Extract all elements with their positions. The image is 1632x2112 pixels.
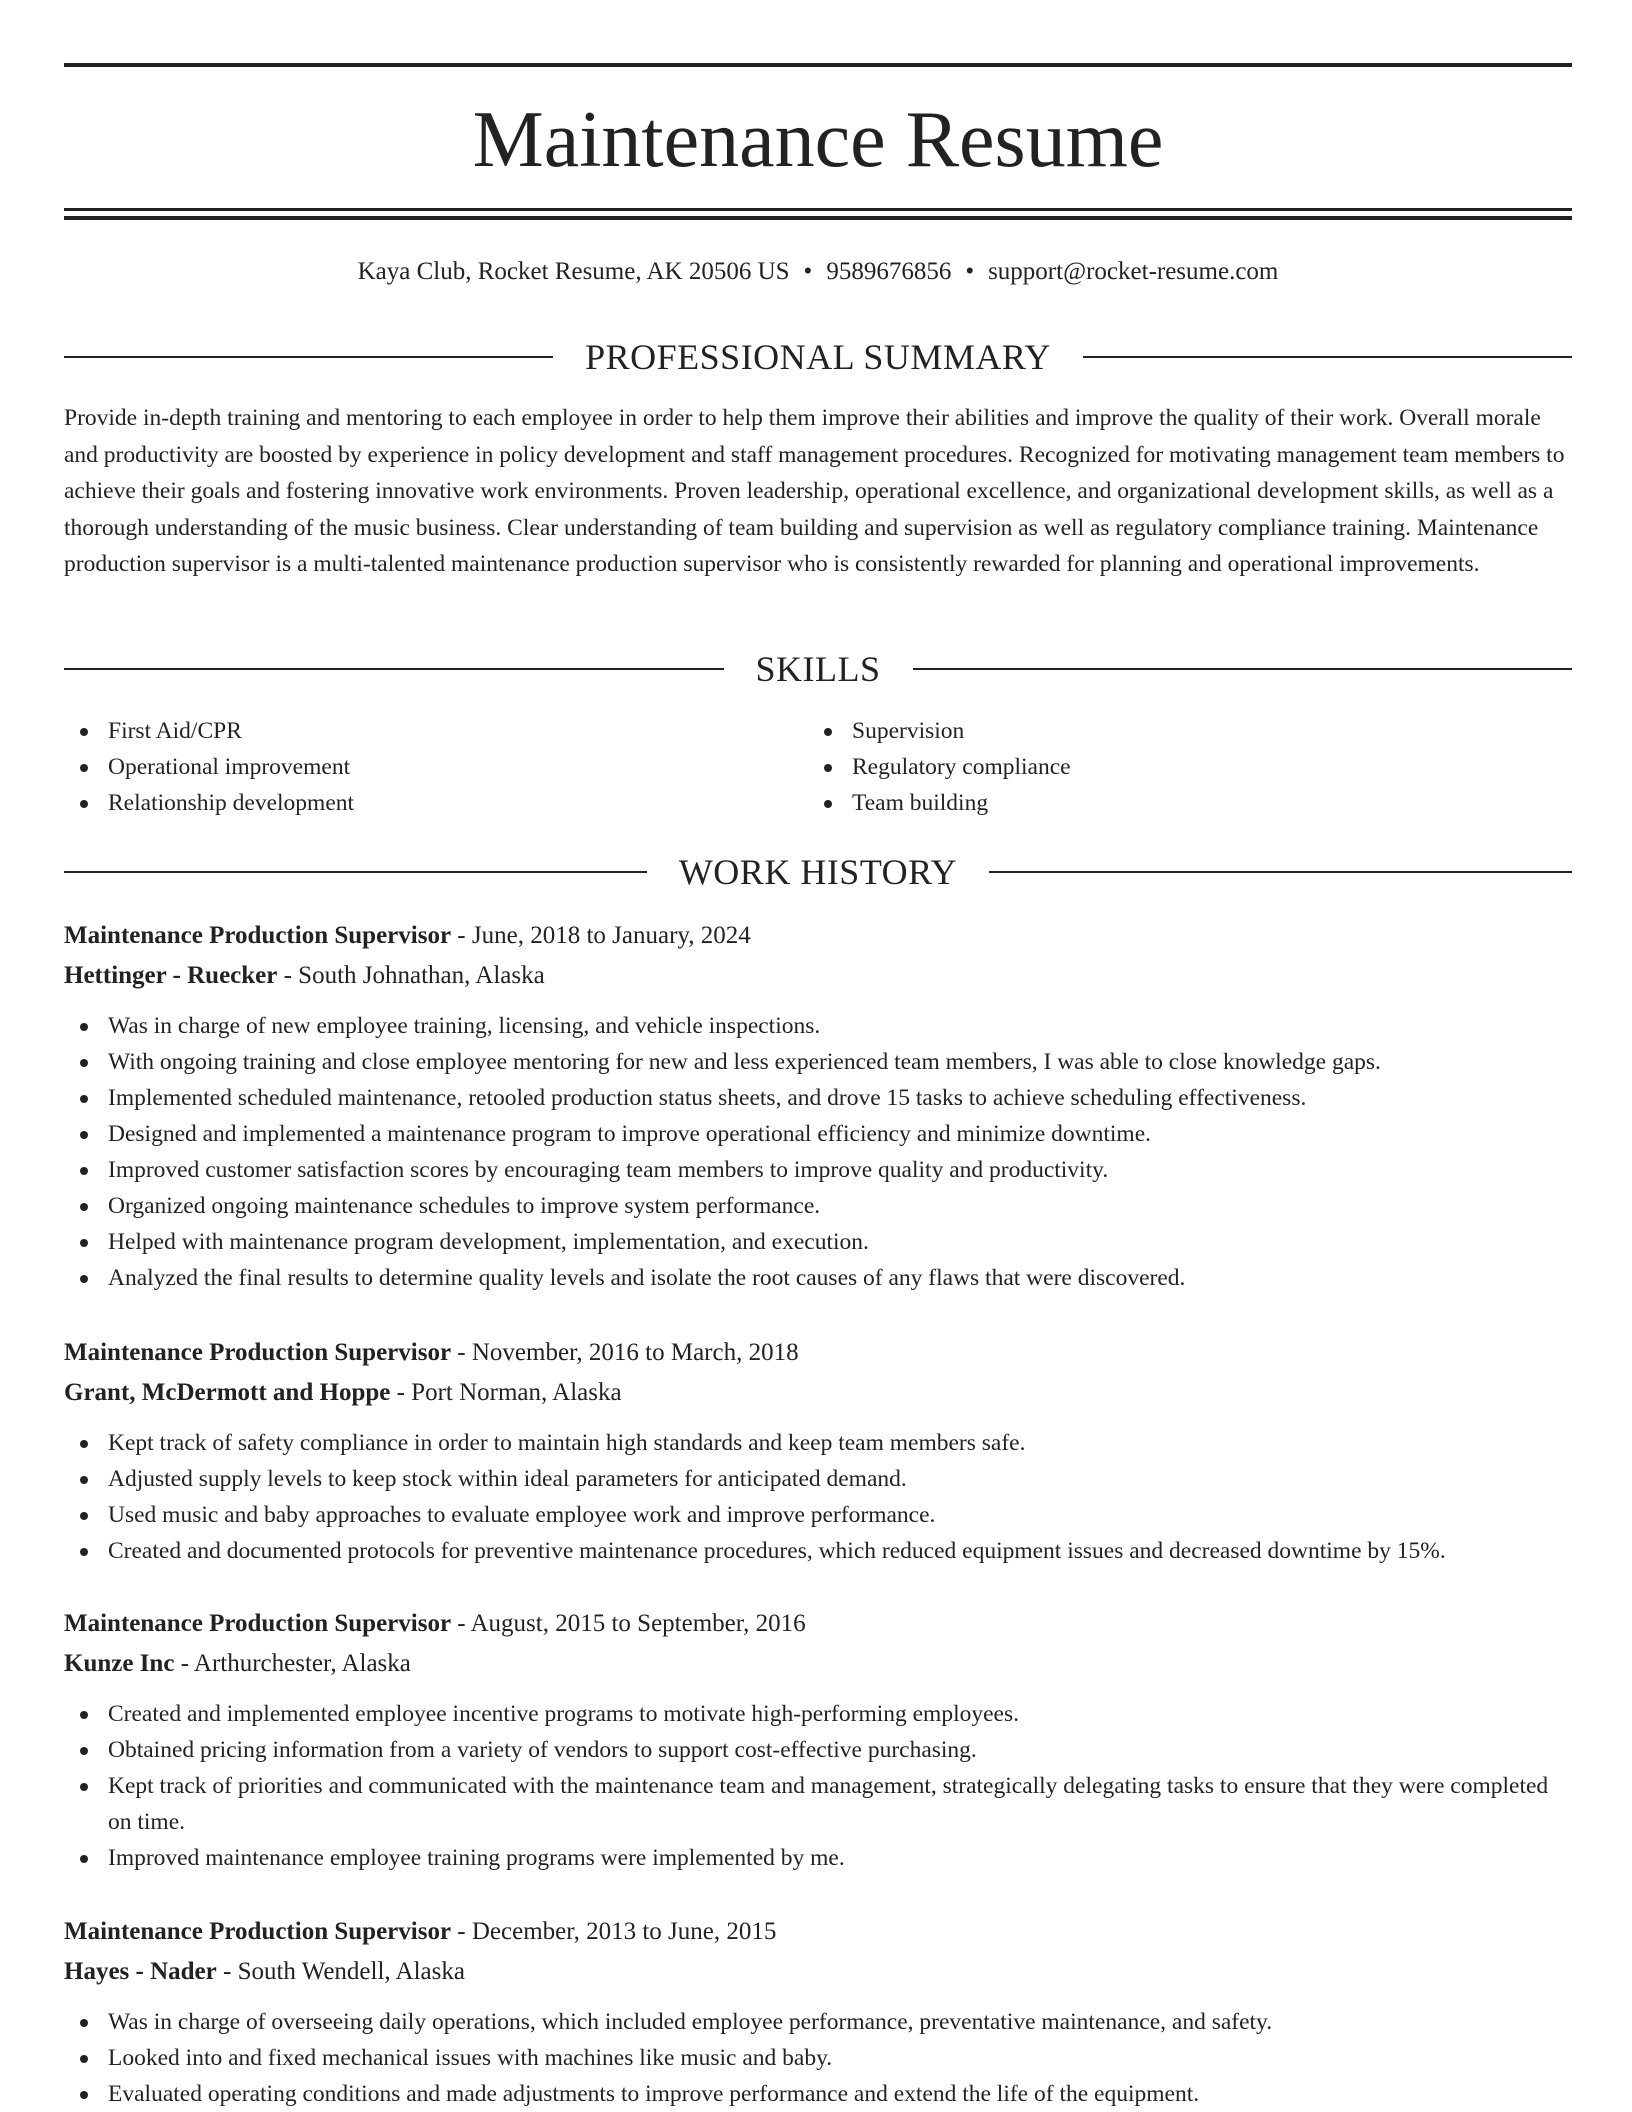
job-company: Hayes - Nader (64, 1958, 217, 1985)
list-item: Improved customer satisfaction scores by encouraging team members to improve quality and productivity. (64, 1152, 1572, 1188)
list-item: Helped with maintenance program development, implementation, and execution. (64, 1224, 1572, 1260)
skill-item: Team building (808, 785, 1071, 821)
job-title: Maintenance Production Supervisor (64, 922, 452, 949)
job-dates: - December, 2013 to June, 2015 (451, 1918, 777, 1945)
job-entry (64, 1604, 1572, 1876)
skills-list-right (808, 713, 1071, 821)
list-item: Was in charge of overseeing daily operations, which included employee performance, preventative maintenance, and safety. (64, 2004, 1572, 2040)
job-dates: - August, 2015 to September, 2016 (451, 1610, 806, 1637)
contact-separator: • (965, 258, 975, 285)
job-dates: - June, 2018 to January, 2024 (451, 922, 751, 949)
skill-item: Supervision (808, 713, 1071, 749)
job-company: Hettinger - Ruecker (64, 962, 278, 989)
summary-heading-label: PROFESSIONAL SUMMARY (585, 337, 1051, 377)
job-title-line (64, 1912, 1572, 1952)
job-bullets (64, 1696, 1572, 1876)
job-entry (64, 1912, 1572, 2112)
work-heading-label: WORK HISTORY (678, 852, 958, 892)
list-item: Created and documented protocols for preventive maintenance procedures, which reduced equipment issues and decreased downtime by 15%. (64, 1533, 1572, 1569)
heading-rule-left (64, 871, 647, 873)
list-item: Obtained pricing information from a variety of vendors to support cost-effective purchasing. (64, 1732, 1572, 1768)
title-rule-lower (64, 216, 1572, 220)
job-title-line (64, 1333, 1572, 1373)
job-company: Grant, McDermott and Hoppe (64, 1379, 391, 1406)
page-title: Maintenance Resume (472, 96, 1164, 184)
skill-item: First Aid/CPR (64, 713, 354, 749)
job-entry (64, 1333, 1572, 1569)
job-bullets (64, 1008, 1572, 1296)
skills-heading (64, 645, 1572, 693)
job-bullets (64, 1425, 1572, 1569)
contact-email: support@rocket-resume.com (988, 258, 1279, 285)
list-item: Looked into and fixed mechanical issues with machines like music and baby. (64, 2040, 1572, 2076)
job-dates: - November, 2016 to March, 2018 (451, 1339, 799, 1366)
job-company-line (64, 1952, 1572, 1992)
list-item: Created and implemented employee incentive programs to motivate high-performing employees. (64, 1696, 1572, 1732)
heading-rule-left (64, 668, 724, 670)
list-item: Improved maintenance employee training programs were implemented by me. (64, 1840, 1572, 1876)
list-item: Kept track of priorities and communicated with the maintenance team and management, strategically delegating tasks to ensure that they were completed on time. (64, 1768, 1572, 1840)
job-bullets (64, 2004, 1572, 2112)
heading-rule-left (64, 356, 553, 358)
top-rule (64, 63, 1572, 67)
job-location: - Arthurchester, Alaska (174, 1650, 411, 1677)
job-entry (64, 916, 1572, 1296)
list-item: Used music and baby approaches to evaluate employee work and improve performance. (64, 1497, 1572, 1533)
job-company-line (64, 1373, 1572, 1413)
skills-heading-label: SKILLS (755, 649, 881, 689)
work-heading (64, 848, 1572, 896)
title-rule-upper (64, 208, 1572, 211)
job-location: - South Johnathan, Alaska (277, 962, 545, 989)
list-item: Organized ongoing maintenance schedules to improve system performance. (64, 1188, 1572, 1224)
summary-text: Provide in-depth training and mentoring to each employee in order to help them improve their abilities and improve the quality of their work. Overall morale and productivity are boosted by experience in policy development and staff management procedures. Recognized for motivating management team members to achieve their goals and fostering innovative work environments. Proven leadership, operational excellence, and organizational development skills, as well as a thorough understanding of the music business. Clear understanding of team building and supervision as well as regulatory compliance training. Maintenance production supervisor is a multi-talented maintenance production supervisor who is consistently rewarded for planning and operational improvements. (64, 405, 1565, 577)
job-company: Kunze Inc (64, 1650, 175, 1677)
skill-item: Regulatory compliance (808, 749, 1071, 785)
job-location: - South Wendell, Alaska (216, 1958, 465, 1985)
job-title-line (64, 1604, 1572, 1644)
heading-rule-right (1083, 356, 1572, 358)
heading-rule-right (913, 668, 1573, 670)
skill-item: Relationship development (64, 785, 354, 821)
contact-address: Kaya Club, Rocket Resume, AK 20506 US (357, 258, 790, 285)
job-company-line (64, 956, 1572, 996)
list-item: With ongoing training and close employee mentoring for new and less experienced team members, I was able to close knowledge gaps. (64, 1044, 1572, 1080)
list-item: Kept track of safety compliance in order to maintain high standards and keep team members safe. (64, 1425, 1572, 1461)
list-item: Implemented scheduled maintenance, retooled production status sheets, and drove 15 tasks to achieve scheduling effectiveness. (64, 1080, 1572, 1116)
list-item: Evaluated operating conditions and made adjustments to improve performance and extend the life of the equipment. (64, 2076, 1572, 2112)
summary-heading (64, 333, 1572, 381)
job-title-line (64, 916, 1572, 956)
list-item: Was in charge of new employee training, licensing, and vehicle inspections. (64, 1008, 1572, 1044)
job-title: Maintenance Production Supervisor (64, 1339, 452, 1366)
skill-item: Operational improvement (64, 749, 354, 785)
contact-separator: • (803, 258, 813, 285)
list-item: Designed and implemented a maintenance program to improve operational efficiency and minimize downtime. (64, 1116, 1572, 1152)
list-item: Analyzed the final results to determine quality levels and isolate the root causes of any flaws that were discovered. (64, 1260, 1572, 1296)
list-item: Adjusted supply levels to keep stock within ideal parameters for anticipated demand. (64, 1461, 1572, 1497)
job-company-line (64, 1644, 1572, 1684)
job-title: Maintenance Production Supervisor (64, 1610, 452, 1637)
heading-rule-right (989, 871, 1572, 873)
contact-phone: 9589676856 (826, 258, 952, 285)
skills-list-left (64, 713, 354, 821)
job-location: - Port Norman, Alaska (390, 1379, 622, 1406)
contact-line (64, 254, 1572, 290)
job-title: Maintenance Production Supervisor (64, 1918, 452, 1945)
